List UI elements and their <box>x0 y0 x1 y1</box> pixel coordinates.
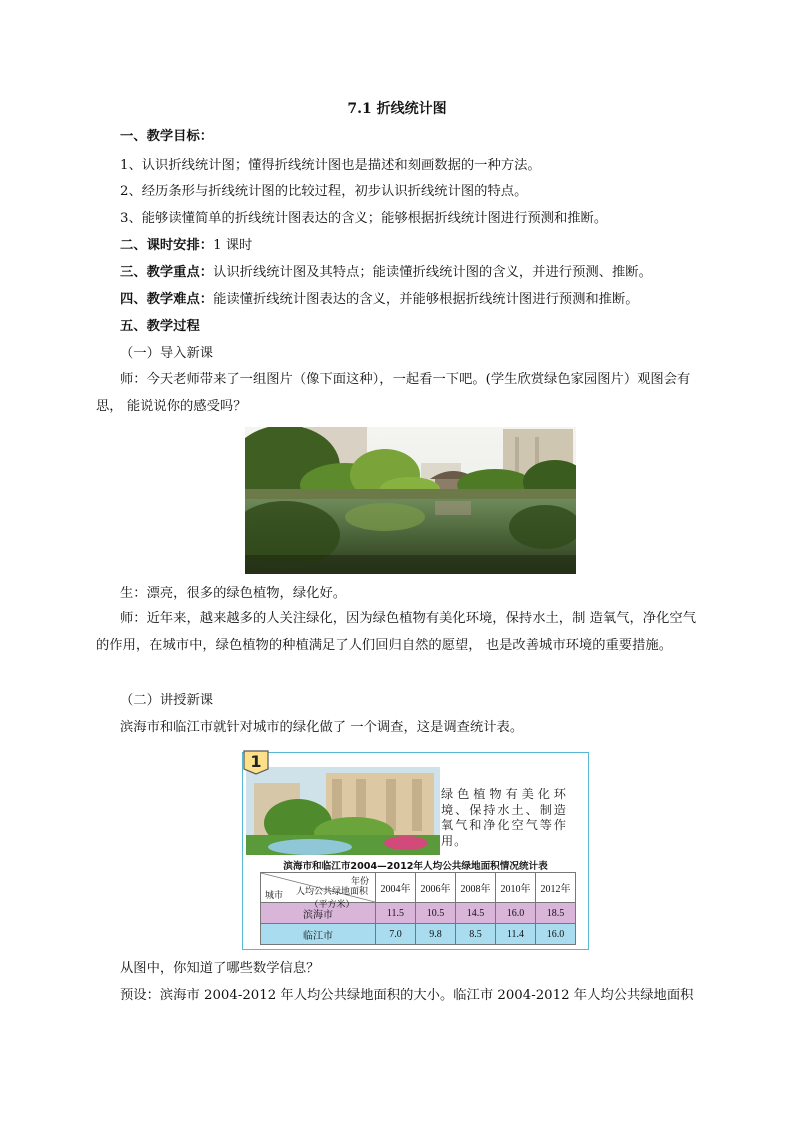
objective-item-2: 2、经历条形与折线统计图的比较过程，初步认识折线统计图的特点。 <box>120 184 528 199</box>
survey-intro: 滨海市和临江市就针对城市的绿化做了 一个调查，这是调查统计表。 <box>120 720 524 735</box>
process-heading: 五、教学过程 <box>120 319 200 334</box>
value-cell: 11.4 <box>496 924 536 945</box>
value-cell: 9.8 <box>416 924 456 945</box>
city-cell: 滨海市 <box>261 903 376 924</box>
garden-photo <box>245 427 576 574</box>
corner-metric-label: 人均公共绿地面积（平方米） <box>295 886 368 909</box>
objectives-heading: 一、教学目标： <box>120 129 214 144</box>
figure-caption: 绿色植物有美化环境、保持水土、制造氧气和净化空气等作用。 <box>441 787 567 848</box>
difficulty-label: 四、教学难点： <box>120 292 214 307</box>
textbook-figure <box>242 752 589 950</box>
value-cell: 7.0 <box>376 924 416 945</box>
preset-line: 预设：滨海市 2004-2012 年人均公共绿地面积的大小。临江市 2004-2012 年人均公共绿地面积 <box>120 988 694 1003</box>
key-point-label: 三、教学重点： <box>120 265 214 280</box>
value-cell: 16.0 <box>536 924 576 945</box>
year-header: 2004年 <box>376 873 416 903</box>
schedule-line <box>120 237 252 255</box>
city-cell: 临江市 <box>261 924 376 945</box>
table-header-row <box>261 873 576 903</box>
key-point-value: 认识折线统计图及其特点；能读懂折线统计图的含义，并进行预测、推断。 <box>213 265 652 280</box>
value-cell: 11.5 <box>376 903 416 924</box>
year-header: 2006年 <box>416 873 456 903</box>
objective-item-1: 1、认识折线统计图；懂得折线统计图也是描述和刻画数据的一种方法。 <box>120 158 541 173</box>
table-corner-cell <box>261 873 376 909</box>
year-header: 2012年 <box>536 873 576 903</box>
value-cell: 14.5 <box>456 903 496 924</box>
difficulty-value: 能读懂折线统计图表达的含义，并能够根据折线统计图进行预测和推断。 <box>213 292 639 307</box>
teacher-paragraph-2: 师：近年来，越来越多的人关注绿化，因为绿色植物有美化环境，保持水土，制 造氧气，净化空气的作用，在城市中，绿色植物的种植满足了人们回归自然的愿望， 也是改善城市环境的重要措施。 <box>96 611 696 653</box>
page-title: 7.1 折线统计图 <box>347 101 447 117</box>
student-reply: 生：漂亮，很多的绿色植物，绿化好。 <box>120 586 347 601</box>
table-title: 滨海市和临江市2004—2012年人均公共绿地面积情况统计表 <box>283 861 548 872</box>
teacher-paragraph-1: 师：今天老师带来了一组图片（像下面这种），一起看一下吧。(学生欣赏绿色家园图片）观图会有思， 能说说你的感受吗？ <box>96 372 691 414</box>
example-badge-number: 1 <box>250 752 262 771</box>
schedule-label: 二、课时安排： <box>120 238 214 253</box>
schedule-value: 1 课时 <box>213 238 253 253</box>
building-photo <box>246 767 440 855</box>
year-header: 2008年 <box>456 873 496 903</box>
stats-table <box>260 872 576 945</box>
difficulty-line <box>120 291 639 309</box>
table-row <box>261 924 576 945</box>
objective-item-3: 3、能够读懂简单的折线统计图表达的含义；能够根据折线统计图进行预测和推断。 <box>120 211 608 226</box>
section-new-lesson-heading: （二）讲授新课 <box>120 693 214 708</box>
question-line: 从图中，你知道了哪些数学信息？ <box>120 961 320 976</box>
value-cell: 10.5 <box>416 903 456 924</box>
value-cell: 16.0 <box>496 903 536 924</box>
example-badge-icon <box>242 747 270 775</box>
value-cell: 18.5 <box>536 903 576 924</box>
key-point-line <box>120 264 652 282</box>
section-intro-heading: （一）导入新课 <box>120 346 214 361</box>
corner-city-label: 城市 <box>265 890 284 900</box>
value-cell: 8.5 <box>456 924 496 945</box>
corner-year-label: 年份 <box>350 876 369 886</box>
year-header: 2010年 <box>496 873 536 903</box>
